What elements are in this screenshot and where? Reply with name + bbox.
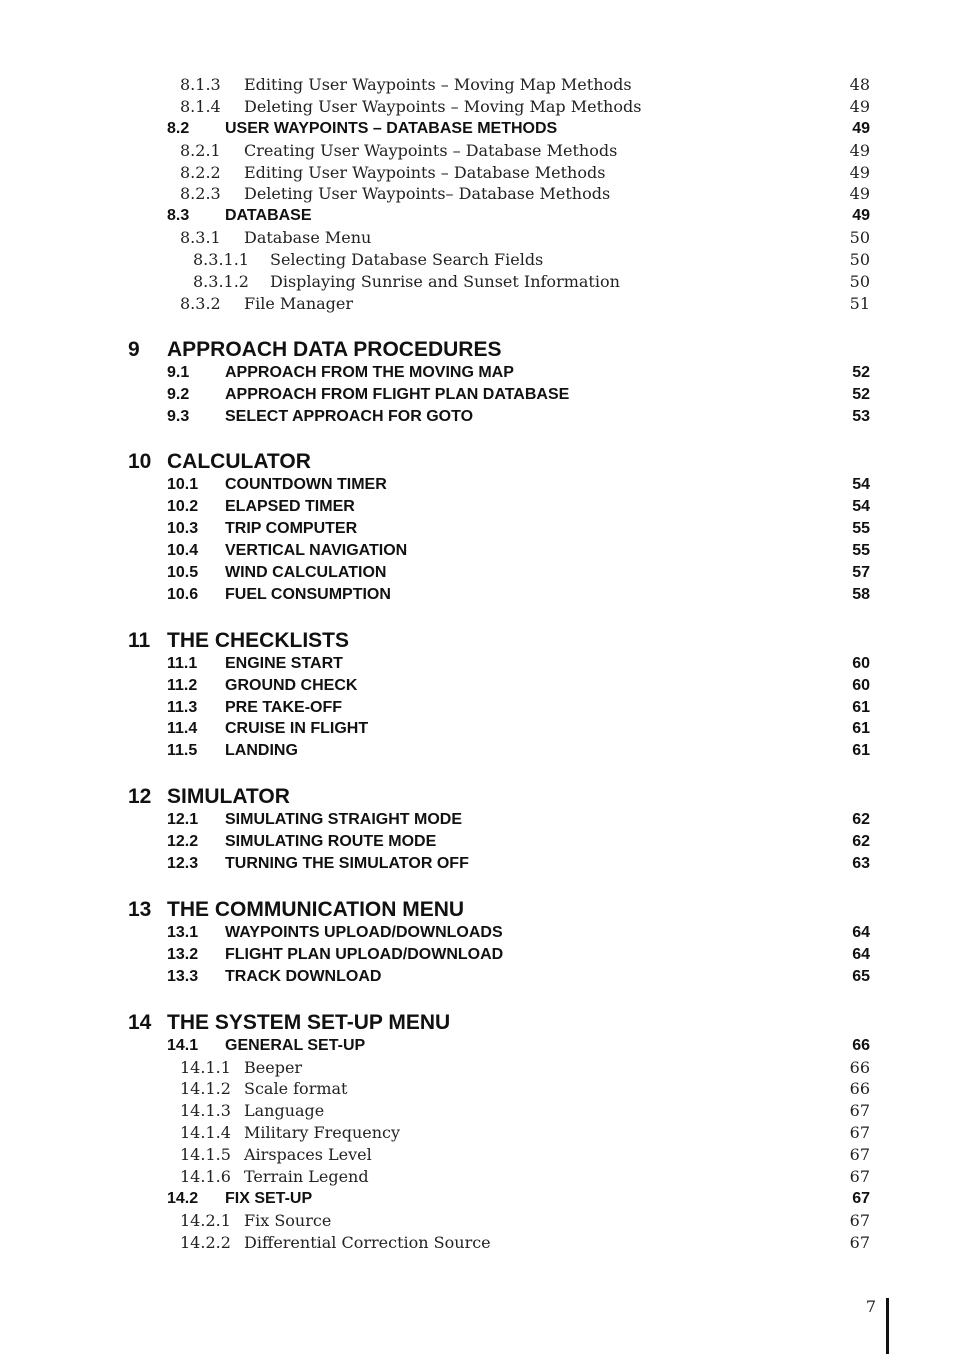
- toc-entry[interactable]: [0, 227, 954, 249]
- toc-entry-page: 61: [852, 698, 870, 716]
- toc-entry-page: 66: [849, 1057, 870, 1077]
- toc-entry-number: 10.2: [167, 498, 199, 516]
- toc-entry-number: 10.6: [167, 585, 199, 603]
- toc-entry-number: 12: [128, 785, 152, 809]
- toc-entry[interactable]: [0, 183, 954, 205]
- toc-entry[interactable]: [0, 518, 954, 540]
- toc-entry-number: 11: [128, 628, 151, 652]
- toc-entry-number: 14: [128, 1010, 152, 1034]
- toc-entry-title: APPROACH FROM THE MOVING MAP: [225, 363, 514, 381]
- toc-entry[interactable]: [0, 474, 954, 496]
- toc-entry-page: 61: [852, 742, 870, 760]
- toc-entry-number: 14.1.5: [180, 1145, 231, 1165]
- toc-entry-number: 12.1: [167, 811, 199, 829]
- toc-entry-number: 10: [128, 450, 152, 474]
- toc-entry-title: ELAPSED TIMER: [225, 498, 355, 516]
- toc-entry-page: 67: [849, 1166, 870, 1186]
- toc-entry-title: THE COMMUNICATION MENU: [167, 897, 465, 921]
- toc-entry[interactable]: [0, 140, 954, 162]
- toc-entry-number: 8.1.4: [180, 96, 221, 116]
- toc-entry-page: 54: [852, 476, 870, 494]
- toc-entry-title: Language: [244, 1101, 325, 1121]
- toc-entry-title: Displaying Sunrise and Sunset Information: [270, 272, 620, 292]
- toc-entry-number: 8.2.1: [180, 140, 221, 160]
- toc-entry-page: 48: [849, 75, 870, 94]
- toc-entry-title: Editing User Waypoints – Moving Map Methods: [244, 75, 632, 94]
- toc-entry[interactable]: [0, 1122, 954, 1144]
- toc-entry-number: 10.1: [167, 476, 199, 494]
- toc-entry[interactable]: [0, 1166, 954, 1188]
- toc-entry-title: WAYPOINTS UPLOAD/DOWNLOADS: [225, 923, 503, 941]
- toc-entry-page: 67: [849, 1232, 870, 1252]
- toc-entry-title: APPROACH FROM FLIGHT PLAN DATABASE: [225, 385, 570, 403]
- toc-entry-page: 49: [852, 207, 870, 225]
- toc-entry-title: FLIGHT PLAN UPLOAD/DOWNLOAD: [225, 945, 504, 963]
- table-of-contents: [0, 74, 954, 1254]
- toc-entry-title: LANDING: [225, 742, 298, 760]
- toc-entry-title: APPROACH DATA PROCEDURES: [167, 337, 502, 361]
- toc-entry-page: 52: [852, 363, 870, 381]
- toc-entry-page: 64: [852, 923, 870, 941]
- toc-entry[interactable]: [0, 740, 954, 762]
- toc-entry-number: 11.2: [167, 676, 198, 694]
- toc-entry-title: SELECT APPROACH FOR GOTO: [225, 407, 474, 425]
- toc-entry-number: 14.1.4: [180, 1123, 231, 1143]
- toc-entry-title: SIMULATING STRAIGHT MODE: [225, 811, 463, 829]
- toc-entry-title: GROUND CHECK: [225, 676, 358, 694]
- toc-entry-title: Deleting User Waypoints– Database Methods: [244, 184, 611, 204]
- toc-entry-title: Creating User Waypoints – Database Methods: [244, 140, 618, 160]
- toc-entry-page: 67: [849, 1145, 870, 1165]
- toc-entry-title: Differential Correction Source: [244, 1232, 491, 1252]
- toc-entry-page: 54: [852, 498, 870, 516]
- toc-entry-number: 8.2.2: [180, 162, 221, 182]
- toc-entry-page: 60: [852, 676, 870, 694]
- toc-entry-number: 8.3.1: [180, 228, 221, 248]
- toc-entry-number: 8.3.1.2: [193, 272, 249, 292]
- toc-entry-page: 63: [852, 855, 870, 873]
- toc-entry-number: 11.5: [167, 742, 198, 760]
- toc-entry-number: 10.4: [167, 542, 199, 560]
- toc-entry-page: 65: [852, 967, 870, 985]
- toc-entry[interactable]: [0, 562, 954, 584]
- toc-entry-title: USER WAYPOINTS – DATABASE METHODS: [225, 119, 558, 137]
- toc-entry-page: 66: [849, 1079, 870, 1099]
- toc-entry[interactable]: [0, 653, 954, 675]
- toc-entry[interactable]: [0, 922, 954, 944]
- toc-entry-page: 49: [849, 184, 870, 204]
- toc-entry-page: 67: [852, 1189, 870, 1207]
- page-number: 7: [865, 1297, 876, 1316]
- toc-entry-number: 13: [128, 897, 152, 921]
- toc-entry[interactable]: [0, 1035, 954, 1057]
- toc-entry-title: Fix Source: [244, 1210, 332, 1230]
- toc-entry-page: 49: [849, 140, 870, 160]
- toc-entry-number: 14.1.2: [180, 1079, 231, 1099]
- toc-entry[interactable]: [0, 271, 954, 293]
- toc-entry[interactable]: [0, 1078, 954, 1100]
- toc-entry[interactable]: [0, 1188, 954, 1210]
- toc-entry-title: File Manager: [244, 293, 354, 313]
- toc-entry-number: 14.2.2: [180, 1232, 231, 1252]
- toc-entry-title: VERTICAL NAVIGATION: [225, 542, 408, 560]
- toc-entry-title: FUEL CONSUMPTION: [225, 585, 391, 603]
- toc-entry-title: DATABASE: [225, 207, 312, 225]
- toc-entry-page: 64: [852, 945, 870, 963]
- toc-entry-page: 50: [849, 228, 870, 248]
- toc-entry-page: 53: [852, 407, 870, 425]
- toc-entry-page: 55: [852, 520, 870, 538]
- toc-entry[interactable]: [0, 1057, 954, 1079]
- toc-entry[interactable]: [0, 853, 954, 875]
- toc-entry-title: ENGINE START: [225, 654, 343, 672]
- toc-entry-number: 10.3: [167, 520, 199, 538]
- toc-entry-number: 9: [128, 337, 140, 361]
- toc-entry-title: Terrain Legend: [244, 1166, 369, 1186]
- toc-entry-title: THE CHECKLISTS: [167, 628, 350, 652]
- toc-entry-number: 13.2: [167, 945, 199, 963]
- toc-chapter-heading[interactable]: [0, 629, 954, 653]
- toc-entry-title: Database Menu: [244, 228, 372, 248]
- toc-entry-page: 62: [852, 811, 870, 829]
- toc-entry-number: 12.2: [167, 833, 199, 851]
- toc-entry-title: TRACK DOWNLOAD: [225, 967, 382, 985]
- toc-entry-title: PRE TAKE-OFF: [225, 698, 343, 716]
- toc-entry[interactable]: [0, 809, 954, 831]
- toc-entry-number: 12.3: [167, 855, 199, 873]
- toc-entry[interactable]: [0, 540, 954, 562]
- toc-entry-page: 50: [849, 272, 870, 292]
- toc-entry-title: CALCULATOR: [167, 450, 311, 474]
- toc-entry-title: Airspaces Level: [244, 1145, 372, 1165]
- toc-entry-number: 8.1.3: [180, 75, 221, 94]
- toc-entry[interactable]: [0, 96, 954, 118]
- toc-entry-number: 11.1: [167, 654, 198, 672]
- toc-entry-page: 50: [849, 250, 870, 270]
- toc-entry-number: 14.1.6: [180, 1166, 231, 1186]
- toc-chapter-heading[interactable]: [0, 1011, 954, 1035]
- toc-entry-title: Beeper: [244, 1057, 303, 1077]
- toc-entry-title: FIX SET-UP: [225, 1189, 313, 1207]
- toc-entry[interactable]: [0, 1144, 954, 1166]
- toc-entry-page: 67: [849, 1210, 870, 1230]
- toc-entry-number: 14.1.3: [180, 1101, 231, 1121]
- toc-entry-number: 14.2: [167, 1189, 199, 1207]
- toc-entry[interactable]: [0, 675, 954, 697]
- toc-entry-number: 13.1: [167, 923, 199, 941]
- toc-entry-title: SIMULATOR: [167, 785, 290, 809]
- toc-entry-title: Scale format: [244, 1079, 348, 1099]
- toc-entry-title: Selecting Database Search Fields: [270, 250, 544, 270]
- toc-entry-number: 9.2: [167, 385, 190, 403]
- toc-entry-page: 67: [849, 1123, 870, 1143]
- toc-entry-number: 9.1: [167, 363, 190, 381]
- toc-entry[interactable]: [0, 406, 954, 428]
- toc-entry-title: CRUISE IN FLIGHT: [225, 720, 369, 738]
- toc-entry-title: GENERAL SET-UP: [225, 1036, 366, 1054]
- toc-chapter-heading[interactable]: [0, 785, 954, 809]
- toc-entry[interactable]: [0, 1232, 954, 1254]
- toc-entry[interactable]: [0, 205, 954, 227]
- toc-entry-number: 9.3: [167, 407, 190, 425]
- toc-chapter-heading[interactable]: [0, 450, 954, 474]
- toc-entry[interactable]: [0, 384, 954, 406]
- toc-entry-page: 60: [852, 654, 870, 672]
- toc-entry-number: 10.5: [167, 564, 199, 582]
- toc-entry[interactable]: [0, 718, 954, 740]
- toc-entry-title: COUNTDOWN TIMER: [225, 476, 387, 494]
- toc-entry[interactable]: [0, 362, 954, 384]
- toc-entry-number: 14.1.1: [180, 1057, 231, 1077]
- toc-entry-title: Editing User Waypoints – Database Methods: [244, 162, 606, 182]
- toc-entry[interactable]: [0, 293, 954, 315]
- toc-entry[interactable]: [0, 1100, 954, 1122]
- toc-entry-number: 8.2: [167, 119, 190, 137]
- page-edge-rule: [886, 1298, 889, 1354]
- toc-entry-page: 66: [852, 1036, 870, 1054]
- toc-entry-page: 67: [849, 1101, 870, 1121]
- toc-entry-title: SIMULATING ROUTE MODE: [225, 833, 437, 851]
- toc-entry-title: Military Frequency: [244, 1123, 401, 1143]
- toc-entry-page: 58: [852, 585, 870, 603]
- toc-entry-title: TURNING THE SIMULATOR OFF: [225, 855, 469, 873]
- toc-entry-page: 55: [852, 542, 870, 560]
- toc-entry-number: 8.3.2: [180, 293, 221, 313]
- toc-entry-title: Deleting User Waypoints – Moving Map Methods: [244, 96, 642, 116]
- toc-entry[interactable]: [0, 966, 954, 988]
- toc-entry[interactable]: [0, 831, 954, 853]
- toc-entry-page: 52: [852, 385, 870, 403]
- toc-entry-number: 11.4: [167, 720, 198, 738]
- toc-entry-page: 49: [852, 119, 870, 137]
- toc-entry-page: 51: [849, 293, 870, 313]
- toc-entry-number: 14.1: [167, 1036, 199, 1054]
- toc-entry-page: 57: [852, 564, 870, 582]
- toc-entry[interactable]: [0, 118, 954, 140]
- toc-chapter-heading[interactable]: [0, 898, 954, 922]
- toc-entry-page: 49: [849, 162, 870, 182]
- toc-chapter-heading[interactable]: [0, 338, 954, 362]
- toc-entry[interactable]: [0, 74, 954, 96]
- toc-entry-title: WIND CALCULATION: [225, 564, 387, 582]
- toc-entry-number: 14.2.1: [180, 1210, 231, 1230]
- toc-entry-title: TRIP COMPUTER: [225, 520, 358, 538]
- toc-entry-page: 61: [852, 720, 870, 738]
- toc-entry-number: 8.3: [167, 207, 190, 225]
- toc-entry[interactable]: [0, 496, 954, 518]
- toc-entry[interactable]: [0, 249, 954, 271]
- toc-entry-number: 13.3: [167, 967, 199, 985]
- toc-entry[interactable]: [0, 162, 954, 184]
- toc-entry-number: 8.2.3: [180, 184, 221, 204]
- toc-entry[interactable]: [0, 944, 954, 966]
- toc-entry-number: 8.3.1.1: [193, 250, 249, 270]
- toc-entry[interactable]: [0, 1210, 954, 1232]
- toc-entry-page: 62: [852, 833, 870, 851]
- toc-entry-title: THE SYSTEM SET-UP MENU: [167, 1010, 451, 1034]
- toc-entry[interactable]: [0, 584, 954, 606]
- toc-entry[interactable]: [0, 697, 954, 719]
- toc-entry-number: 11.3: [167, 698, 198, 716]
- toc-entry-page: 49: [849, 96, 870, 116]
